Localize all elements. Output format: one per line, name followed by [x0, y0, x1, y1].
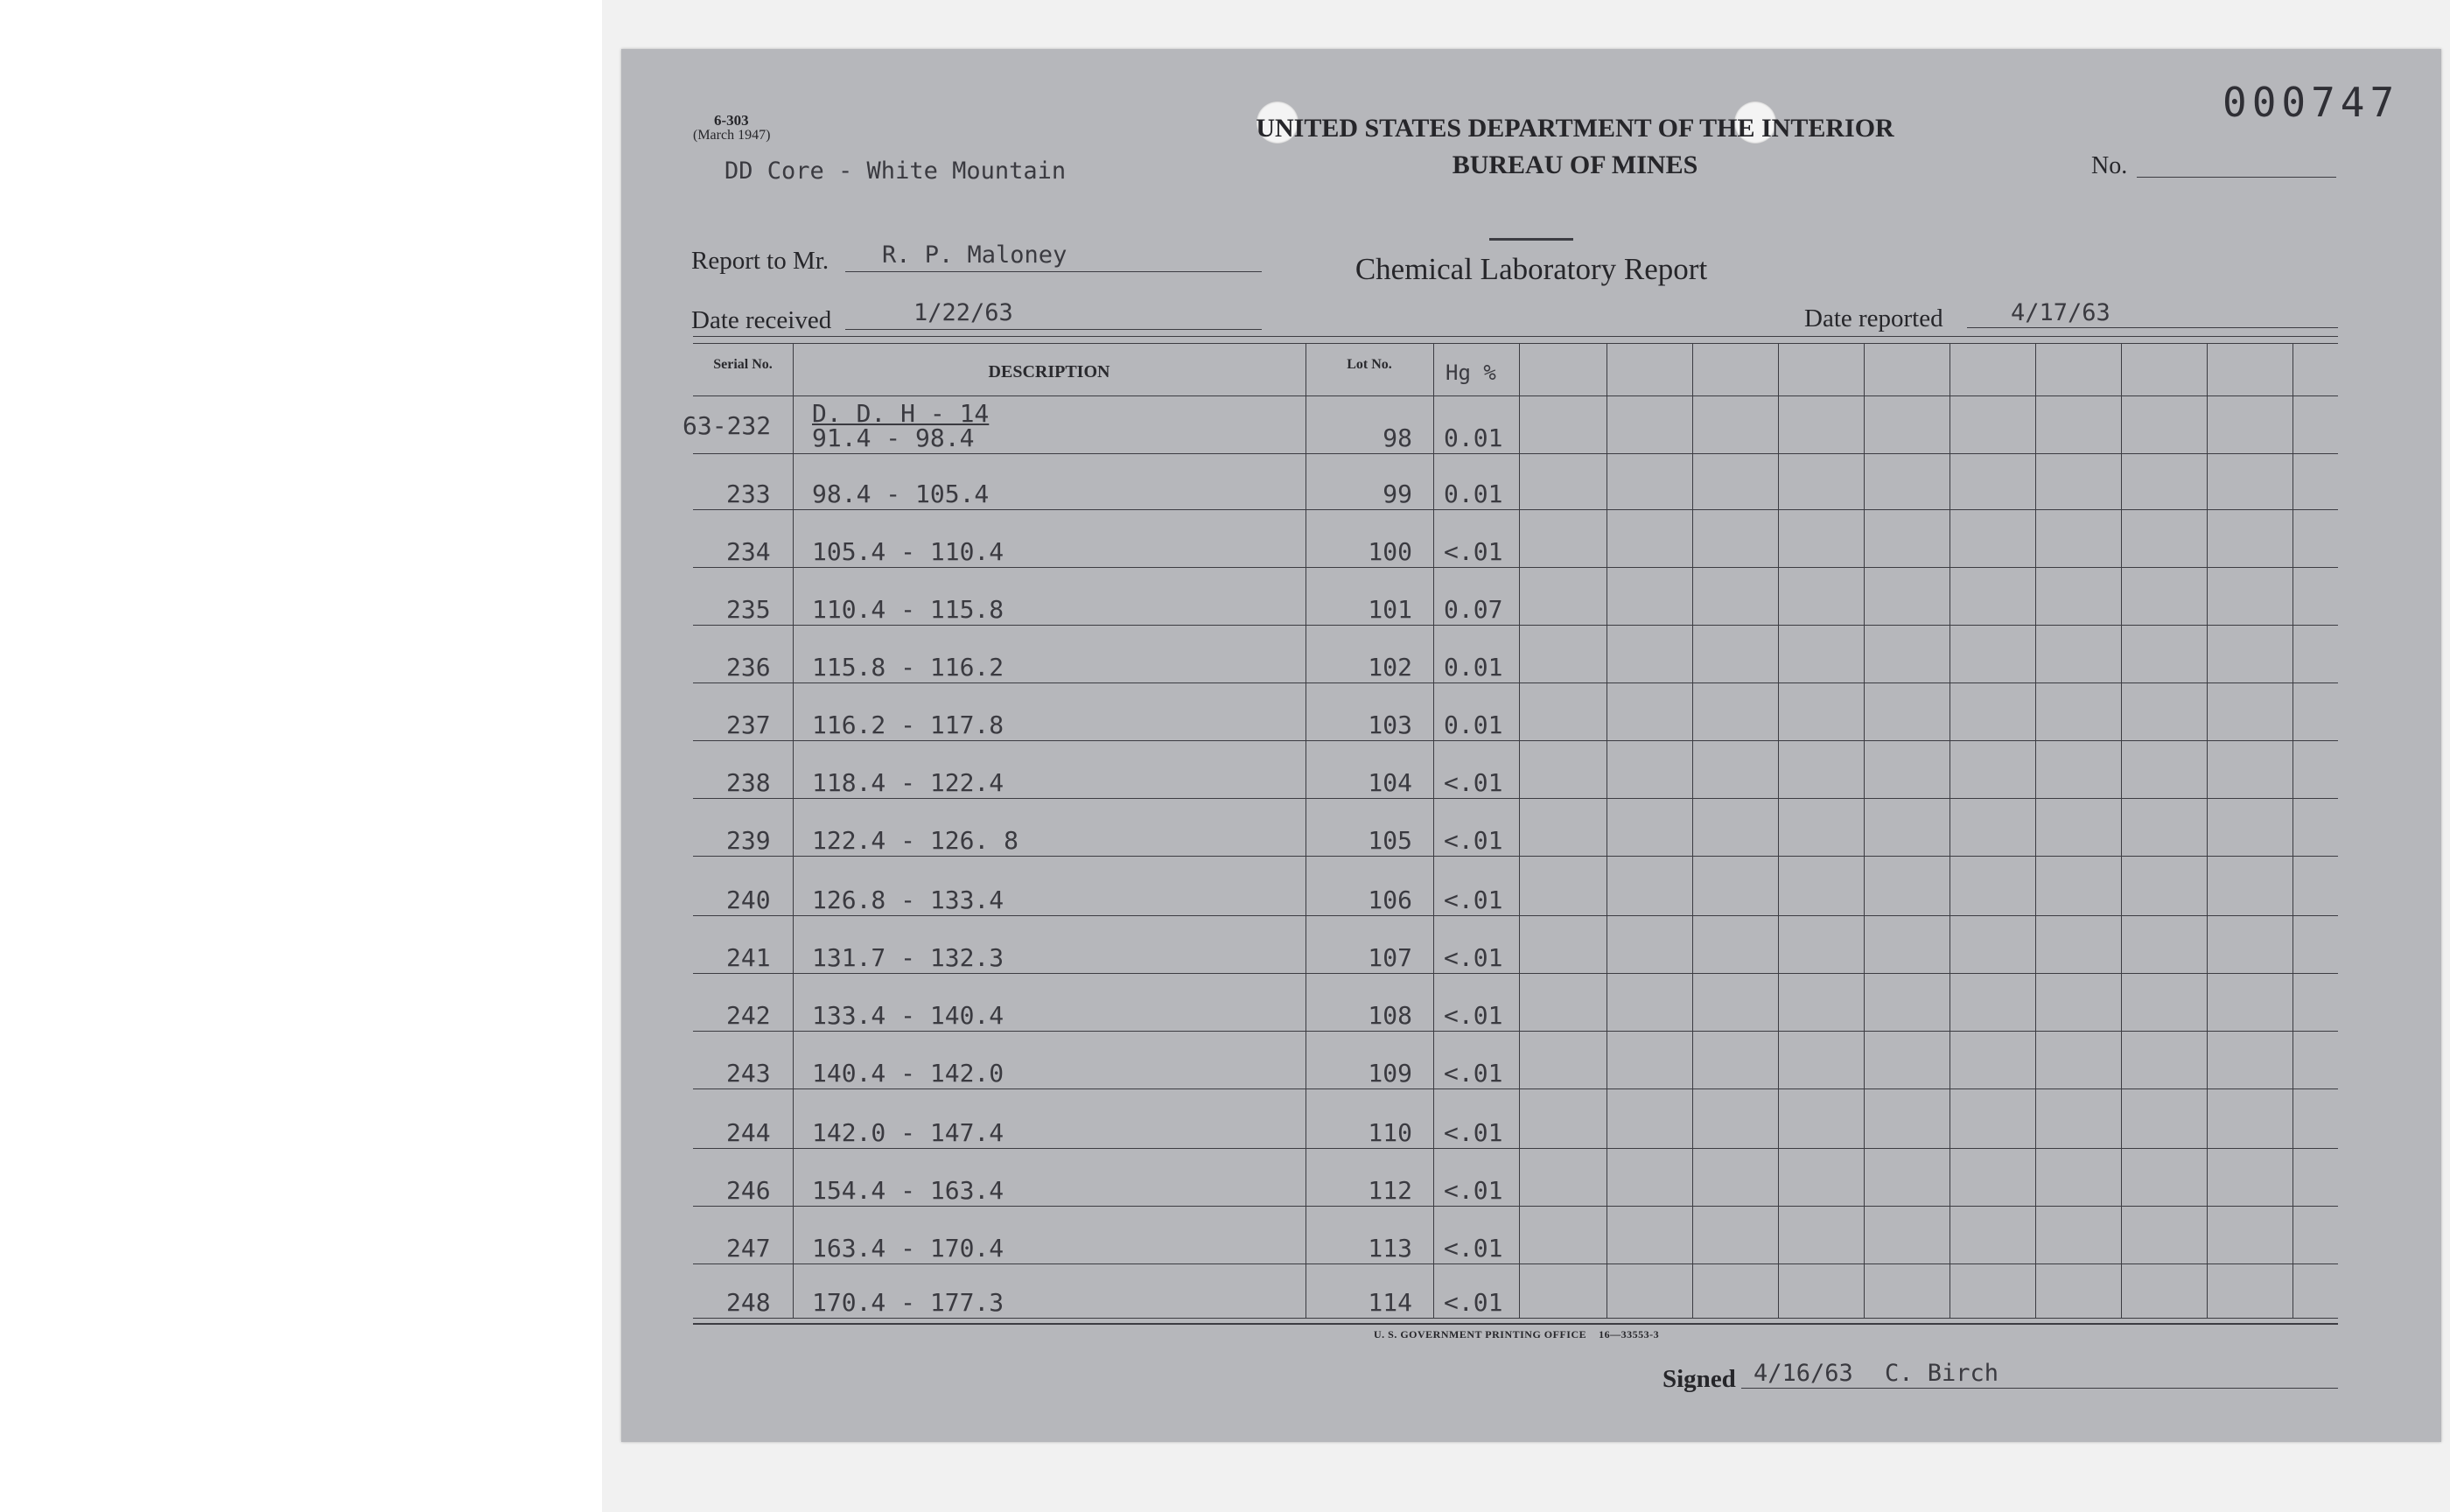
hg-cell: <.01 — [1444, 1288, 1503, 1317]
hg-cell: <.01 — [1444, 1059, 1503, 1088]
date-received-label: Date received — [691, 306, 832, 334]
table-column-rule — [793, 343, 794, 1318]
serial-cell: 236 — [726, 653, 771, 682]
serial-cell: 246 — [726, 1176, 771, 1205]
table-row-rule — [693, 798, 2338, 799]
hg-cell: <.01 — [1444, 826, 1503, 855]
signed-date: 4/16/63 — [1754, 1360, 1853, 1387]
hg-cell: <.01 — [1444, 943, 1503, 972]
hg-cell: 0.01 — [1444, 480, 1503, 508]
table-row-rule — [693, 1206, 2338, 1207]
date-reported-value: 4/17/63 — [2011, 299, 2110, 326]
table-row-rule — [693, 1031, 2338, 1032]
description-cell: 122.4 - 126. 8 — [812, 826, 1019, 855]
table-row-rule — [693, 915, 2338, 916]
table-row-rule — [693, 973, 2338, 974]
table-column-rule — [2121, 343, 2122, 1318]
lot-cell: 98 — [1382, 424, 1412, 452]
header-serial: Serial No. — [713, 357, 773, 372]
table-row-rule — [693, 1088, 2338, 1089]
date-received-value: 1/22/63 — [914, 299, 1013, 326]
description-cell: 105.4 - 110.4 — [812, 537, 1004, 566]
document-number: 000747 — [2222, 79, 2400, 126]
form-number: 6-303 — [714, 112, 749, 129]
hg-cell: <.01 — [1444, 1118, 1503, 1147]
results-table — [621, 49, 2441, 1442]
hg-cell: <.01 — [1444, 886, 1503, 914]
description-cell: 126.8 - 133.4 — [812, 886, 1004, 914]
table-column-rule — [1692, 343, 1693, 1318]
lot-cell: 101 — [1368, 595, 1412, 624]
table-row-rule — [693, 1148, 2338, 1149]
signature-line — [1741, 1388, 2338, 1389]
table-column-rule — [1778, 343, 1779, 1318]
report-sheet — [621, 49, 2441, 1442]
serial-cell: 234 — [726, 537, 771, 566]
description-cell: 91.4 - 98.4 — [812, 424, 975, 452]
lot-cell: 114 — [1368, 1288, 1412, 1317]
serial-cell: 233 — [726, 480, 771, 508]
lot-cell: 103 — [1368, 710, 1412, 739]
form-date: (March 1947) — [693, 128, 771, 143]
bureau-name: BUREAU OF MINES — [1452, 150, 1698, 179]
table-top-rule-2 — [693, 343, 2338, 344]
serial-cell: 240 — [726, 886, 771, 914]
no-label: No. — [2091, 152, 2128, 179]
header-hg: Hg % — [1446, 360, 1496, 385]
lot-cell: 113 — [1368, 1234, 1412, 1263]
hg-cell: 0.01 — [1444, 653, 1503, 682]
serial-cell: 235 — [726, 595, 771, 624]
lot-cell: 110 — [1368, 1118, 1412, 1147]
drill-hole-heading: D. D. H - 14 — [812, 399, 990, 428]
table-row-rule — [693, 453, 2338, 454]
serial-cell: 248 — [726, 1288, 771, 1317]
description-cell: 142.0 - 147.4 — [812, 1118, 1004, 1147]
signed-label: Signed — [1662, 1365, 1736, 1393]
agency-name: UNITED STATES DEPARTMENT OF THE INTERIOR — [1256, 114, 1894, 143]
lot-cell: 105 — [1368, 826, 1412, 855]
signed-name: C. Birch — [1885, 1360, 1999, 1387]
hg-cell: 0.07 — [1444, 595, 1503, 624]
serial-cell: 63-232 — [682, 411, 772, 440]
table-column-rule — [2207, 343, 2208, 1318]
lot-cell: 102 — [1368, 653, 1412, 682]
report-title: Chemical Laboratory Report — [1354, 252, 1708, 286]
table-column-rule — [2292, 343, 2293, 1318]
table-column-rule — [1864, 343, 1865, 1318]
hg-cell: <.01 — [1444, 1176, 1503, 1205]
description-cell: 133.4 - 140.4 — [812, 1001, 1004, 1030]
description-cell: 154.4 - 163.4 — [812, 1176, 1004, 1205]
description-cell: 163.4 - 170.4 — [812, 1234, 1004, 1263]
hg-cell: 0.01 — [1444, 710, 1503, 739]
lot-cell: 107 — [1368, 943, 1412, 972]
table-column-rule — [1519, 343, 1520, 1318]
lot-cell: 100 — [1368, 537, 1412, 566]
serial-cell: 243 — [726, 1059, 771, 1088]
hg-cell: <.01 — [1444, 537, 1503, 566]
lot-cell: 99 — [1382, 480, 1412, 508]
report-to-label: Report to Mr. — [691, 247, 830, 275]
description-cell: 170.4 - 177.3 — [812, 1288, 1004, 1317]
serial-cell: 237 — [726, 710, 771, 739]
hg-cell: 0.01 — [1444, 424, 1503, 452]
printing-office-note: U. S. GOVERNMENT PRINTING OFFICE 16—33553-3 — [1374, 1328, 1660, 1340]
lot-cell: 109 — [1368, 1059, 1412, 1088]
date-reported-label: Date reported — [1804, 304, 1943, 332]
description-cell: 118.4 - 122.4 — [812, 768, 1004, 797]
serial-cell: 247 — [726, 1234, 771, 1263]
serial-cell: 244 — [726, 1118, 771, 1147]
description-cell: 131.7 - 132.3 — [812, 943, 1004, 972]
header-lot: Lot No. — [1347, 357, 1392, 372]
table-column-rule — [1433, 343, 1434, 1318]
description-cell: 116.2 - 117.8 — [812, 710, 1004, 739]
description-cell: 115.8 - 116.2 — [812, 653, 1004, 682]
header-description: DESCRIPTION — [988, 362, 1110, 382]
table-column-rule — [1606, 343, 1607, 1318]
description-cell: 110.4 - 115.8 — [812, 595, 1004, 624]
description-cell: 98.4 - 105.4 — [812, 480, 990, 508]
table-row-rule — [693, 682, 2338, 683]
description-cell: 140.4 - 142.0 — [812, 1059, 1004, 1088]
table-column-rule — [2035, 343, 2036, 1318]
table-row-rule — [693, 740, 2338, 741]
lot-cell: 104 — [1368, 768, 1412, 797]
table-top-rule — [693, 336, 2338, 337]
table-bottom-rule — [693, 1323, 2338, 1325]
serial-cell: 239 — [726, 826, 771, 855]
table-row-rule — [693, 625, 2338, 626]
table-row-rule — [693, 1318, 2338, 1319]
project-name: DD Core - White Mountain — [724, 158, 1067, 185]
report-to-value: R. P. Maloney — [882, 242, 1068, 269]
table-row-rule — [693, 509, 2338, 510]
table-row-rule — [693, 856, 2338, 857]
lot-cell: 108 — [1368, 1001, 1412, 1030]
serial-cell: 238 — [726, 768, 771, 797]
hg-cell: <.01 — [1444, 1234, 1503, 1263]
serial-cell: 242 — [726, 1001, 771, 1030]
lot-cell: 112 — [1368, 1176, 1412, 1205]
hg-cell: <.01 — [1444, 1001, 1503, 1030]
serial-cell: 241 — [726, 943, 771, 972]
hg-cell: <.01 — [1444, 768, 1503, 797]
table-row-rule — [693, 567, 2338, 568]
lot-cell: 106 — [1368, 886, 1412, 914]
